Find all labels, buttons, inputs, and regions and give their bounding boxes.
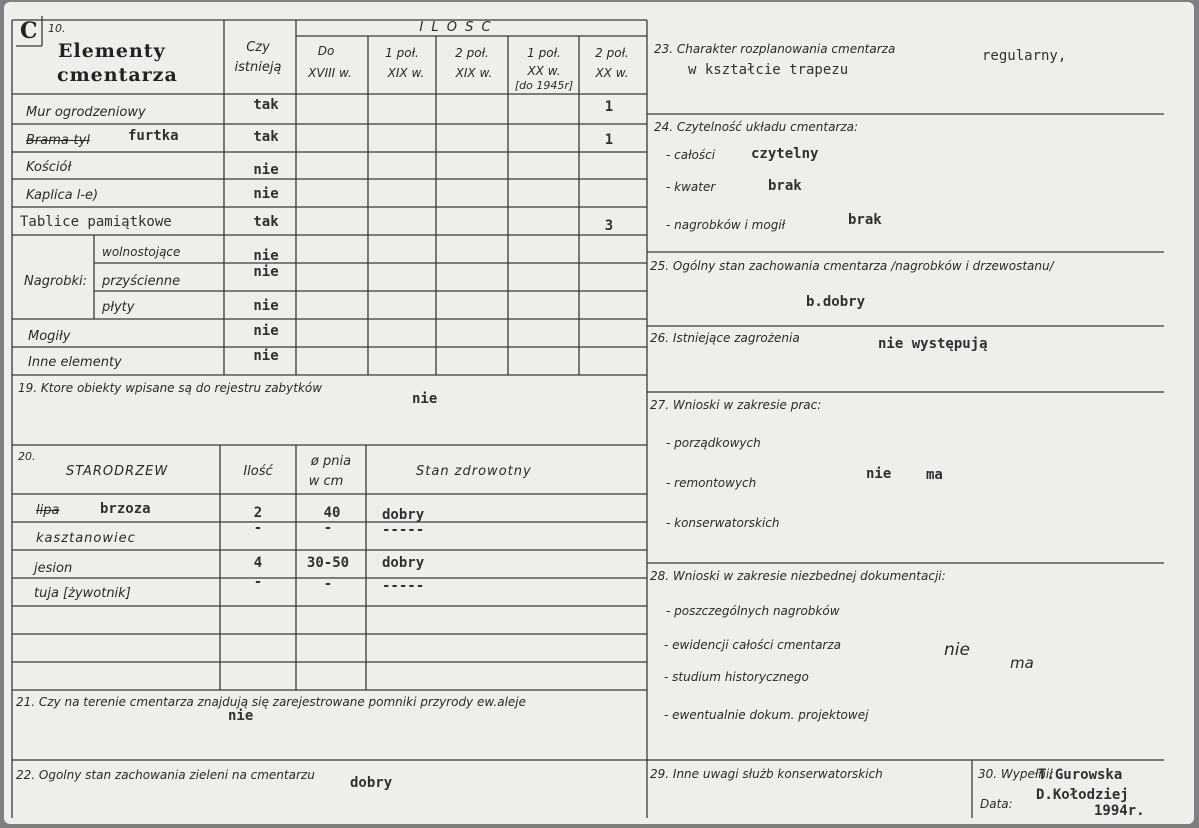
czy-value: nie bbox=[253, 248, 279, 264]
czy-value: nie bbox=[253, 323, 279, 339]
czy-value: nie bbox=[253, 162, 279, 178]
q27-label: 27. Wnioski w zakresie prac: bbox=[650, 398, 822, 412]
q26-label: 26. Istniejące zagrożenia bbox=[650, 331, 800, 345]
tree-count: - bbox=[253, 520, 263, 536]
tree-state: dobry bbox=[382, 507, 425, 523]
period-header: XIX w. bbox=[387, 66, 425, 80]
czy-value: nie bbox=[253, 298, 279, 314]
q28-item: - poszczególnych nagrobków bbox=[666, 604, 840, 618]
period-header: Do bbox=[317, 44, 335, 58]
q23-answer-2: w kształcie trapezu bbox=[688, 62, 849, 78]
row-label: Kaplica l-e) bbox=[26, 188, 99, 203]
q28-item: - studium historycznego bbox=[664, 670, 809, 684]
species-name: jesion bbox=[34, 561, 73, 576]
tree-state: ----- bbox=[382, 578, 425, 594]
row-label: wolnostojące bbox=[102, 245, 181, 259]
q30-name-2: D.Kołodziej bbox=[1036, 787, 1129, 803]
period-header: 1 poł. bbox=[527, 46, 561, 60]
q23-label: 23. Charakter rozplanowania cmentarza bbox=[654, 42, 896, 56]
tree-count: 4 bbox=[253, 555, 263, 571]
q24-answer: brak bbox=[768, 178, 802, 194]
row-label: Mur ogrodzeniowy bbox=[26, 105, 146, 120]
card-number: 10. bbox=[48, 22, 66, 35]
row-label: Kościół bbox=[26, 160, 72, 175]
section-title-line1: Elementy bbox=[58, 40, 166, 62]
row-label: przyścienne bbox=[102, 274, 181, 289]
tree-diameter: - bbox=[323, 520, 333, 536]
czy-value: nie bbox=[253, 186, 279, 202]
count-value: 1 bbox=[604, 132, 614, 148]
period-header: XIX w. bbox=[455, 66, 493, 80]
q24-answer: brak bbox=[848, 212, 882, 228]
species-struck: lipa bbox=[36, 503, 60, 518]
period-header: 1 poł. bbox=[385, 46, 419, 60]
czy-header-2: istnieją bbox=[234, 60, 282, 75]
q27-answer-nie: nie bbox=[866, 466, 892, 482]
q19-label: 19. Ktore obiekty wpisane są do rejestru zabytków bbox=[18, 381, 323, 395]
period-header: XX w. bbox=[595, 66, 629, 80]
q24-item: - kwater bbox=[666, 180, 716, 194]
q20-header-species: STARODRZEW bbox=[66, 464, 169, 479]
tree-diameter: 40 bbox=[323, 505, 341, 521]
tree-diameter: - bbox=[323, 576, 333, 592]
q28-answer-nie: nie bbox=[944, 640, 970, 660]
czy-value: nie bbox=[253, 264, 279, 280]
q26-answer: nie występują bbox=[878, 336, 988, 352]
q24-item: - całości bbox=[666, 148, 716, 162]
q25-answer: b.dobry bbox=[806, 294, 866, 310]
q20-number: 20. bbox=[18, 450, 36, 463]
q24-item: - nagrobków i mogił bbox=[666, 218, 786, 232]
q24-answer: czytelny bbox=[751, 146, 819, 162]
section-title-line2: cmentarza bbox=[57, 64, 178, 86]
period-header: [do 1945r] bbox=[514, 79, 574, 92]
count-value: 3 bbox=[604, 218, 614, 234]
species-name: tuja [żywotnik] bbox=[34, 586, 131, 601]
q30-name-1: T.Gurowska bbox=[1038, 767, 1123, 783]
q20-header-count: Ilość bbox=[243, 464, 273, 479]
row-label: płyty bbox=[102, 300, 135, 315]
tree-state: dobry bbox=[382, 555, 425, 571]
q20-header-diameter: ø pnia bbox=[310, 454, 352, 469]
q21-answer: nie bbox=[228, 708, 254, 724]
card-letter: C bbox=[20, 18, 38, 44]
q24-label: 24. Czytelność układu cmentarza: bbox=[654, 120, 859, 134]
czy-value: tak bbox=[253, 129, 279, 145]
row-label: Inne elementy bbox=[28, 355, 122, 370]
q27-item: - konserwatorskich bbox=[666, 516, 780, 530]
q30-label: 30. Wypełnił bbox=[978, 767, 1053, 781]
period-header: 2 poł. bbox=[595, 46, 629, 60]
q27-answer-ma: ma bbox=[926, 467, 943, 483]
species-name: brzoza bbox=[100, 501, 151, 517]
q21-label: 21. Czy na terenie cmentarza znajdują się zarejestrowane pomniki przyrody ew.aleje bbox=[16, 695, 527, 709]
tree-diameter: 30-50 bbox=[306, 555, 350, 571]
q28-label: 28. Wnioski w zakresie niezbednej dokumentacji: bbox=[650, 569, 946, 583]
species-name: kasztanowiec bbox=[36, 531, 136, 546]
tree-state: ----- bbox=[382, 522, 425, 538]
row-label: Tablice pamiątkowe bbox=[20, 214, 172, 230]
czy-value: tak bbox=[253, 97, 279, 113]
q20-header-diameter-unit: w cm bbox=[308, 474, 344, 489]
row-label: Brama-tyl bbox=[26, 133, 90, 148]
czy-value: tak bbox=[253, 214, 279, 230]
period-header: 2 poł. bbox=[455, 46, 489, 60]
q28-answer-ma: ma bbox=[1010, 654, 1034, 672]
tree-count: - bbox=[253, 574, 263, 590]
record-card bbox=[4, 2, 1194, 824]
q29-label: 29. Inne uwagi służb konserwatorskich bbox=[650, 767, 883, 781]
period-header: XX w. bbox=[527, 64, 561, 78]
q27-item: - porządkowych bbox=[666, 436, 761, 450]
period-header: XVIII w. bbox=[308, 66, 352, 80]
q27-item: - remontowych bbox=[666, 476, 757, 490]
q30-date: 1994r. bbox=[1094, 803, 1145, 819]
row-label: Mogiły bbox=[28, 329, 71, 344]
ilosc-header: I L O S C bbox=[419, 20, 493, 35]
row-label-extra: furtka bbox=[128, 128, 179, 144]
q19-answer: nie bbox=[412, 391, 438, 407]
q23-answer-1: regularny, bbox=[982, 48, 1067, 64]
q30-date-label: Data: bbox=[980, 797, 1013, 811]
czy-header-1: Czy bbox=[246, 40, 270, 55]
q28-item: - ewidencji całości cmentarza bbox=[664, 638, 842, 652]
czy-value: nie bbox=[253, 348, 279, 364]
q20-header-state: Stan zdrowotny bbox=[416, 464, 532, 479]
q28-item: - ewentualnie dokum. projektowej bbox=[664, 708, 869, 722]
q22-label: 22. Ogolny stan zachowania zieleni na cmentarzu bbox=[16, 768, 315, 782]
count-value: 1 bbox=[604, 99, 614, 115]
q22-answer: dobry bbox=[350, 775, 393, 791]
q25-label: 25. Ogólny stan zachowania cmentarza /nagrobków i drzewostanu/ bbox=[650, 259, 1054, 273]
tree-count: 2 bbox=[253, 505, 263, 521]
nagrobki-label: Nagrobki: bbox=[24, 274, 88, 289]
